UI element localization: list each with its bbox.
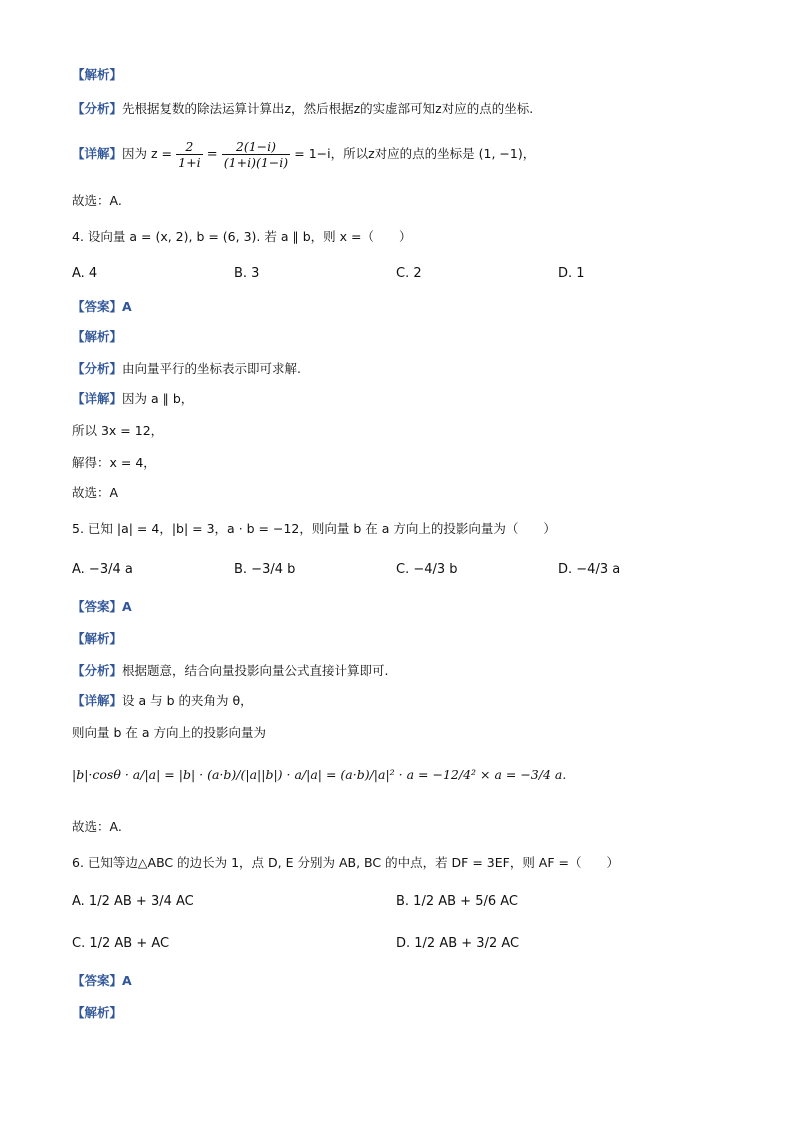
q5-stem: 5. 已知 |a| = 4，|b| = 3，a · b = −12，则向量 b 在 a 方向上的投影向量为（ ） (72, 521, 556, 536)
q3-jiexi-heading: 【解析】 (72, 67, 123, 82)
q3-xiangjie-post: = 1−i，所以z对应的点的坐标是 (1, −1)， (294, 146, 536, 161)
q4-option-c: C. 2 (396, 266, 422, 281)
q4-step-1: 所以 3x = 12， (72, 423, 164, 438)
q5-step-1: 则向量 b 在 a 方向上的投影向量为 (72, 725, 266, 740)
q3-fenxi-text: 先根据复数的除法运算计算出z，然后根据z的实虚部可知z对应的点的坐标. (122, 101, 534, 116)
q5-option-b: B. −3/4 b (234, 562, 296, 577)
q4-daan: 【答案】A (72, 299, 132, 314)
q5-formula: |b|·cosθ · a/|a| = |b| · (a·b)/(|a||b|) · a/|a| = (a·b)/|a|² · a = −12/4² × a = −3/4 a. (72, 767, 567, 782)
q3-frac-2: $\frac{2(1-i)}{(1+i)(1-i)}$ (223, 139, 289, 170)
q4-jiexi-heading: 【解析】 (72, 329, 123, 344)
q6-option-c: C. 1/2 AB + AC (72, 936, 170, 951)
q5-fenxi (72, 662, 389, 681)
q6-jiexi-heading: 【解析】 (72, 1005, 123, 1020)
q5-option-c: C. −4/3 b (396, 562, 458, 577)
q5-fenxi-text: 根据题意，结合向量投影向量公式直接计算即可. (122, 663, 389, 678)
q4-xiangjie (72, 390, 193, 409)
q4-option-a: A. 4 (72, 266, 98, 281)
q4-stem: 4. 设向量 a = (x, 2), b = (6, 3). 若 a ∥ b，则 x =（ ） (72, 229, 412, 244)
q5-xiangjie-text: 设 a 与 b 的夹角为 θ， (122, 693, 253, 708)
q5-xiangjie-tag: 【详解】 (72, 693, 123, 708)
q4-option-d: D. 1 (558, 266, 585, 281)
q6-option-b: B. 1/2 AB + 5/6 AC (396, 894, 519, 909)
q4-fenxi-text: 由向量平行的坐标表示即可求解. (122, 361, 301, 376)
q5-daan: 【答案】A (72, 599, 132, 614)
q4-answer: 故选：A (72, 485, 119, 500)
q5-answer: 故选：A. (72, 819, 122, 834)
q6-option-a: A. 1/2 AB + 3/4 AC (72, 894, 194, 909)
q3-answer: 故选：A. (72, 193, 122, 208)
q3-xiangjie-tag: 【详解】 (72, 146, 123, 161)
q6-daan: 【答案】A (72, 973, 132, 988)
q4-step-2: 解得：x = 4， (72, 455, 156, 470)
q5-jiexi-heading: 【解析】 (72, 631, 123, 646)
q6-option-d: D. 1/2 AB + 3/2 AC (396, 936, 520, 951)
q5-xiangjie (72, 692, 253, 711)
q4-fenxi-tag: 【分析】 (72, 361, 123, 376)
q3-fenxi-tag: 【分析】 (72, 101, 123, 116)
q4-xiangjie-tag: 【详解】 (72, 391, 123, 406)
q3-frac-1: $\frac{2}{1+i}$ (178, 139, 201, 170)
q5-option-a: A. −3/4 a (72, 562, 133, 577)
q5-option-d: D. −4/3 a (558, 562, 621, 577)
q4-option-b: B. 3 (234, 266, 260, 281)
q4-fenxi (72, 360, 301, 379)
q3-fenxi (72, 100, 533, 119)
q3-xiangjie: 【详解】因为 z = $\frac{2}{1+i}$ = $\frac{2(1-i)}{(1+i)(1-i)}$ = 1−i，所以z对应的点的坐标是 (1, −1)， (72, 139, 536, 170)
q4-xiangjie-text: 因为 a ∥ b， (122, 391, 194, 406)
q5-fenxi-tag: 【分析】 (72, 663, 123, 678)
q6-stem: 6. 已知等边△ABC 的边长为 1，点 D, E 分别为 AB, BC 的中点，若 DF = 3EF，则 AF =（ ） (72, 855, 619, 870)
q3-xiangjie-pre: 因为 z = (122, 146, 172, 161)
